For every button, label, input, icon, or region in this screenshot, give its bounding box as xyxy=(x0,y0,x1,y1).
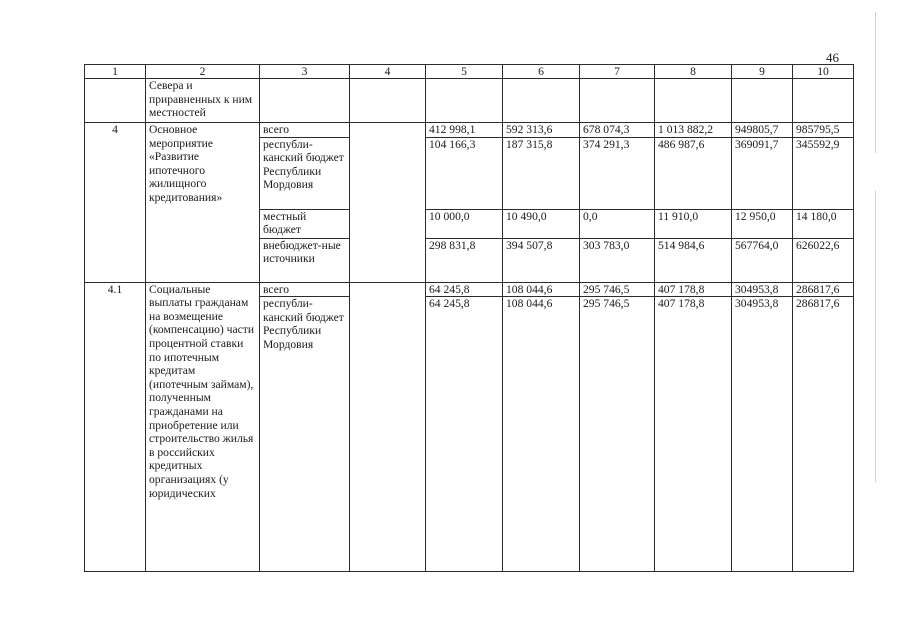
value-cell xyxy=(580,79,655,123)
funding-source: республи-канский бюджет Республики Мордовия xyxy=(260,137,350,209)
value-cell: 64 245,8 xyxy=(426,297,503,572)
column-header: 8 xyxy=(655,65,732,79)
value-cell: 304953,8 xyxy=(732,297,793,572)
value-cell: 295 746,5 xyxy=(580,282,655,297)
value-cell xyxy=(732,79,793,123)
value-cell: 108 044,6 xyxy=(503,297,580,572)
value-cell: 345592,9 xyxy=(793,137,854,209)
funding-source xyxy=(260,79,350,123)
table-row xyxy=(85,123,854,138)
budget-table xyxy=(84,64,854,572)
column-header: 10 xyxy=(793,65,854,79)
value-cell: 11 910,0 xyxy=(655,209,732,238)
row-number: 4.1 xyxy=(85,282,146,572)
funding-source: всего xyxy=(260,123,350,138)
row-number: 4 xyxy=(85,123,146,283)
value-cell: 64 245,8 xyxy=(426,282,503,297)
header-row xyxy=(85,65,854,79)
value-cell: 14 180,0 xyxy=(793,209,854,238)
value-cell: 486 987,6 xyxy=(655,137,732,209)
value-cell: 286817,6 xyxy=(793,297,854,572)
value-cell: 985795,5 xyxy=(793,123,854,138)
value-cell: 514 984,6 xyxy=(655,238,732,282)
value-cell: 374 291,3 xyxy=(580,137,655,209)
value-cell: 407 178,8 xyxy=(655,297,732,572)
value-cell: 678 074,3 xyxy=(580,123,655,138)
column-header: 4 xyxy=(350,65,426,79)
empty-cell xyxy=(350,123,426,283)
column-header: 9 xyxy=(732,65,793,79)
activity-name: Социальные выплаты гражданам на возмещение (компенсацию) части процентной ставки по ипотечным кредитам (ипотечным займам), полученным гражданами на приобретение или строительство жилья в российских кредитных организациях (у юридических xyxy=(146,282,260,572)
value-cell: 626022,6 xyxy=(793,238,854,282)
column-header: 2 xyxy=(146,65,260,79)
activity-name: Основное мероприятие «Развитие ипотечного жилищного кредитования» xyxy=(146,123,260,283)
value-cell: 592 313,6 xyxy=(503,123,580,138)
value-cell: 1 013 882,2 xyxy=(655,123,732,138)
value-cell: 304953,8 xyxy=(732,282,793,297)
page-number: 46 xyxy=(826,50,839,65)
value-cell: 104 166,3 xyxy=(426,137,503,209)
value-cell: 298 831,8 xyxy=(426,238,503,282)
funding-source: всего xyxy=(260,282,350,297)
value-cell xyxy=(793,79,854,123)
value-cell xyxy=(655,79,732,123)
column-header: 3 xyxy=(260,65,350,79)
funding-source: внебюджет-ные источники xyxy=(260,238,350,282)
value-cell xyxy=(426,79,503,123)
value-cell: 12 950,0 xyxy=(732,209,793,238)
value-cell xyxy=(503,79,580,123)
value-cell: 567764,0 xyxy=(732,238,793,282)
value-cell: 187 315,8 xyxy=(503,137,580,209)
value-cell: 412 998,1 xyxy=(426,123,503,138)
column-header: 1 xyxy=(85,65,146,79)
scan-edge-mark xyxy=(875,12,876,482)
column-header: 6 xyxy=(503,65,580,79)
value-cell: 10 490,0 xyxy=(503,209,580,238)
value-cell: 369091,7 xyxy=(732,137,793,209)
column-header: 5 xyxy=(426,65,503,79)
table-row xyxy=(85,79,854,123)
value-cell: 949805,7 xyxy=(732,123,793,138)
value-cell: 407 178,8 xyxy=(655,282,732,297)
funding-source: республи-канский бюджет Республики Мордовия xyxy=(260,297,350,572)
empty-cell xyxy=(350,79,426,123)
value-cell: 295 746,5 xyxy=(580,297,655,572)
empty-cell xyxy=(350,282,426,572)
row-number xyxy=(85,79,146,123)
value-cell: 303 783,0 xyxy=(580,238,655,282)
value-cell: 108 044,6 xyxy=(503,282,580,297)
activity-name: Севера и приравненных к ним местностей xyxy=(146,79,260,123)
value-cell: 0,0 xyxy=(580,209,655,238)
column-header: 7 xyxy=(580,65,655,79)
value-cell: 394 507,8 xyxy=(503,238,580,282)
value-cell: 10 000,0 xyxy=(426,209,503,238)
funding-source: местный бюджет xyxy=(260,209,350,238)
value-cell: 286817,6 xyxy=(793,282,854,297)
table-row xyxy=(85,282,854,297)
